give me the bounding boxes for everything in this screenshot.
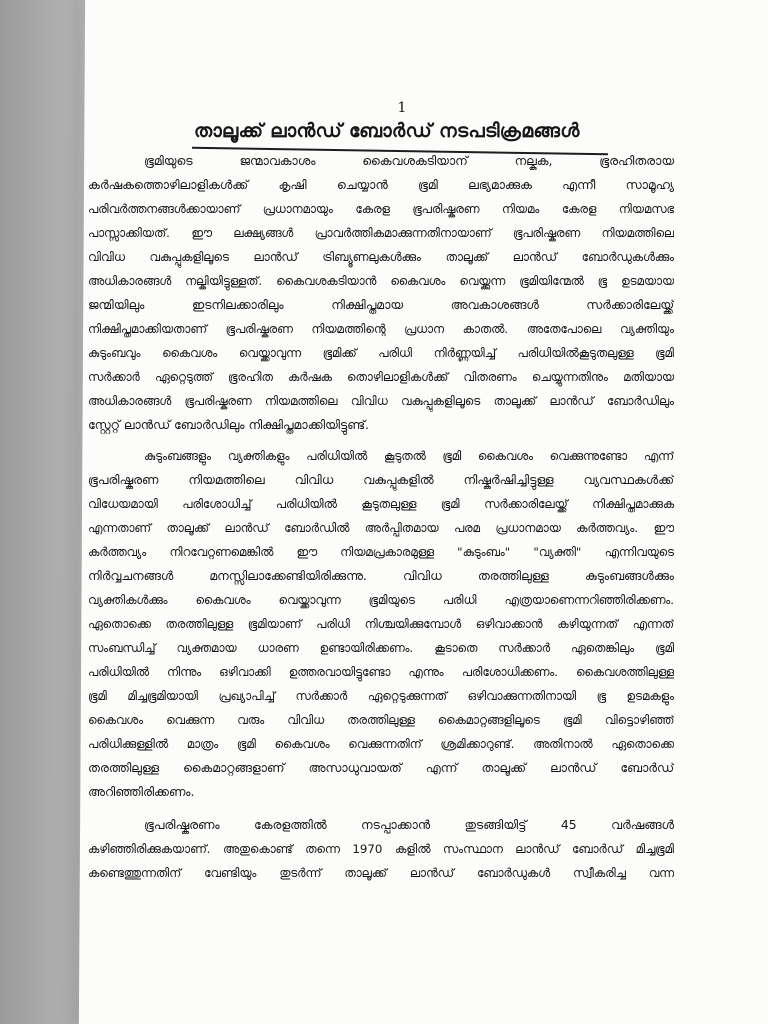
document-title: താലൂക്ക് ലാൻഡ് ബോർഡ് നടപടിക്രമങ്ങൾ: [194, 120, 580, 142]
paragraph-2-line-15: അറിഞ്ഞിരിക്കണം.: [88, 784, 195, 799]
paragraph-2-line-1: കുടുംബങ്ങളും വ്യക്തികളും പരിധിയിൽ കൂടുതൽ ഭൂമി കൈവശം വെക്കുന്നുണ്ടോ എന്ന്: [144, 449, 674, 463]
paragraph-1-line-8: നിക്ഷിപ്തമാക്കിയതാണ് ഭൂപരിഷ്കരണ നിയമത്തിന്റെ പ്രധാന കാതൽ. അതേപോലെ വ്യക്തിയും: [88, 322, 674, 336]
paragraph-2-line-9: സംബന്ധിച്ച് വ്യക്തമായ ധാരണ ഉണ്ടായിരിക്കണം. കൂടാതെ സർക്കാർ ഏതെങ്കിലും ഭൂമി: [88, 641, 674, 655]
paragraph-2-line-12: കൈവശം വെക്കുന്ന വരും വിവിധ തരത്തിലുള്ള കൈമാറ്റങ്ങളിലൂടെ ഭൂമി വിട്ടൊഴിഞ്ഞ്: [88, 713, 674, 727]
paragraph-1-line-3: പരിവർത്തനങ്ങൾക്കായാണ് പ്രധാനമായും കേരള ഭൂപരിഷ്കരണ നിയമം കേരള നിയമസഭ: [88, 202, 674, 216]
paragraph-1-line-9: കുടുംബവും കൈവശം വെയ്ക്കാവുന്ന ഭൂമിക്ക് പരിധി നിർണ്ണയിച്ച് പരിധിയിൽകൂടുതലുള്ള ഭൂമി: [88, 346, 674, 360]
paragraph-1-line-12: സ്റ്റേറ്റ് ലാൻഡ് ബോർഡിലും നിക്ഷിപ്തമാക്കിയിട്ടുണ്ട്.: [88, 417, 369, 432]
paragraph-2-line-3: വിധേയമായി പരിശോധിച്ച് പരിധിയിൽ കൂടുതലുള്ള ഭൂമി സർക്കാരിലേയ്ക്ക് നിക്ഷിപ്തമാക്കുക: [88, 497, 674, 511]
paragraph-2-line-5: കർത്തവ്യം നിറവേറ്റണമെങ്കിൽ ഈ നിയമപ്രകാരമുള്ള "കുടുംബം" "വ്യക്തി" എന്നിവയുടെ: [88, 545, 674, 559]
paragraph-1-line-11: അധികാരങ്ങൾ ഭൂപരിഷ്കരണ നിയമത്തിലെ വിവിധ വകുപ്പുകളിലൂടെ താലൂക്ക് ലാൻഡ് ബോർഡിലും: [88, 394, 674, 408]
paragraph-1-line-2: കർഷകത്തൊഴിലാളികൾക്ക് കൃഷി ചെയ്യാൻ ഭൂമി ലഭ്യമാക്കുക എന്നീ സാമൂഹ്യ: [88, 177, 674, 192]
paragraph-2-line-10: പരിധിയിൽ നിന്നും ഒഴിവാക്കി ഉത്തരവായിട്ടുണ്ടോ എന്നും പരിശോധിക്കണം. കൈവശത്തിലുള്ള: [88, 665, 674, 679]
paragraph-2-line-4: എന്നതാണ് താലൂക്ക് ലാൻഡ് ബോർഡിൽ അർപ്പിതമായ പരമ പ്രധാനമായ കർത്തവ്യം. ഈ: [88, 521, 674, 535]
paragraph-1-line-4: പാസ്സാക്കിയത്. ഈ ലക്ഷ്യങ്ങൾ പ്രാവർത്തികമാക്കുന്നതിനായാണ് ഭൂപരിഷ്കരണ നിയമത്തിലെ: [88, 226, 674, 240]
paragraph-1-line-10: സർക്കാർ ഏറ്റെടുത്ത് ഭൂരഹിത കർഷക തൊഴിലാളികൾക്ക് വിതരണം ചെയ്യുന്നതിനും മതിയായ: [88, 370, 674, 384]
paragraph-1-line-5: വിവിധ വകുപ്പുകളിലൂടെ ലാൻഡ് ട്രിബ്യൂണലുകൾക്കും താലൂക്ക് ലാൻഡ് ബോർഡുകൾക്കും: [88, 250, 674, 264]
paragraph-1-line-6: അധികാരങ്ങൾ നല്കിയിട്ടുള്ളത്. കൈവശകടിയാൻ കൈവശം വെയ്ക്കുന്ന ഭൂമിയിന്മേൽ ഭൂ ഉടമയായ: [88, 274, 674, 288]
paragraph-2-line-7: വ്യക്തികൾക്കും കൈവശം വെയ്ക്കാവുന്ന ഭൂമിയുടെ പരിധി എത്രയാണെന്നറിഞ്ഞിരിക്കണം.: [88, 593, 674, 607]
paragraph-2-line-6: നിർവ്വചനങ്ങൾ മനസ്സിലാക്കേണ്ടിയിരിക്കുന്നു. വിവിധ തരത്തിലുള്ള കുടുംബങ്ങൾക്കും: [88, 568, 674, 583]
paragraph-3-line-1: ഭൂപരിഷ്കരണം കേരളത്തിൽ നടപ്പാക്കാൻ തുടങ്ങിയിട്ട് 45 വർഷങ്ങൾ: [144, 817, 674, 832]
paragraph-3-line-2: കഴിഞ്ഞിരിക്കുകയാണ്. അതുകൊണ്ട് തന്നെ 1970 കളിൽ സംസ്ഥാന ലാൻഡ് ബോർഡ് മിച്ചഭൂമി: [88, 842, 674, 856]
paragraph-2-line-8: ഏതൊക്കെ തരത്തിലുള്ള ഭൂമിയാണ് പരിധി നിശ്ചയിക്കുമ്പോൾ ഒഴിവാക്കാൻ കഴിയുന്നത് എന്നത്: [88, 617, 674, 631]
paragraph-2-line-13: പരിധിക്കുള്ളിൽ മാത്രം ഭൂമി കൈവശം വെക്കുന്നതിന് ശ്രമിക്കാറുണ്ട്. അതിനാൽ ഏതൊക്കെ: [88, 737, 674, 751]
paragraph-2-line-2: ഭൂപരിഷ്കരണ നിയമത്തിലെ വിവിധ വകുപ്പുകളിൽ നിഷ്കർഷിച്ചിട്ടുള്ള വ്യവസ്ഥകൾക്ക്: [88, 472, 674, 487]
paragraph-1-line-1: ഭൂമിയുടെ ജന്മാവകാശം കൈവശകടിയാന് നല്കുക, ഭൂരഹിതരായ: [144, 153, 674, 168]
paragraph-2-line-14: തരത്തിലുള്ള കൈമാറ്റങ്ങളാണ് അസാധുവായത് എന്ന് താലൂക്ക് ലാൻഡ് ബോർഡ്: [88, 760, 674, 775]
paragraph-3-line-3: കണ്ടെത്തുന്നതിന് വേണ്ടിയും തുടർന്ന് താലൂക്ക് ലാൻഡ് ബോർഡുകൾ സ്വീകരിച്ച വന്ന: [88, 866, 674, 880]
paragraph-2-line-11: ഭൂമി മിച്ചഭൂമിയായി പ്രഖ്യാപിച്ച് സർക്കാർ ഏറ്റെടുക്കുന്നത് ഒഴിവാക്കുന്നതിനായി ഭൂ ഉടമകളും: [88, 689, 674, 703]
page-number: 1: [397, 100, 407, 116]
paragraph-1-line-7: ജന്മിയിലും ഇടനിലക്കാരിലും നിക്ഷിപ്തമായ അവകാശങ്ങൾ സർക്കാരിലേയ്ക്ക്: [88, 297, 674, 312]
